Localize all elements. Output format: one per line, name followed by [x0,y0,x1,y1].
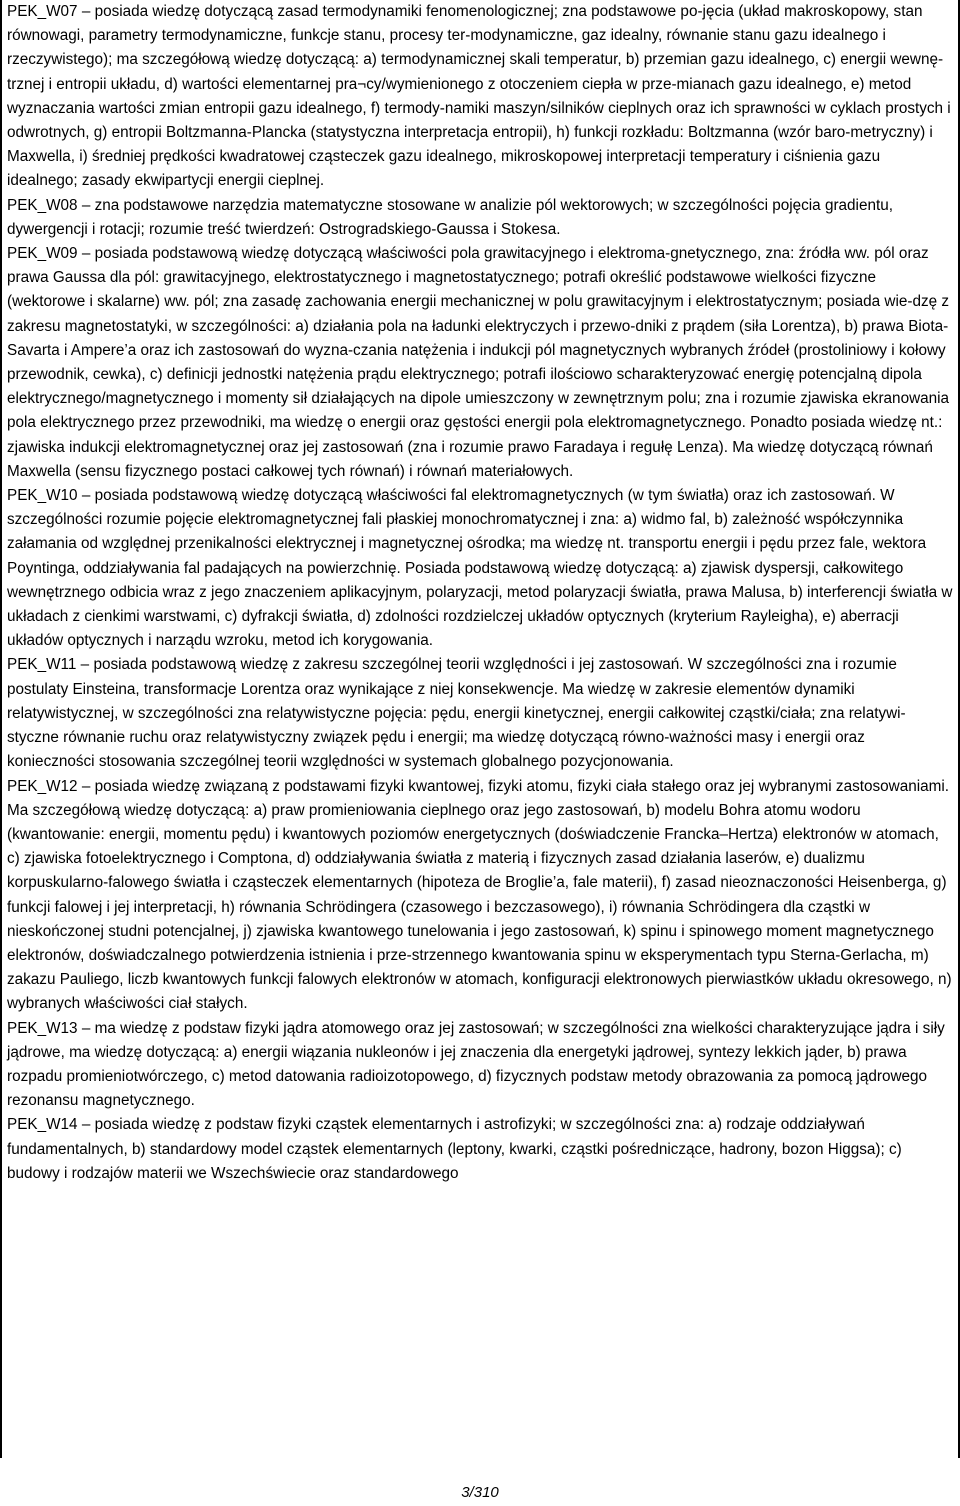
paragraph-pek-w14: PEK_W14 – posiada wiedzę z podstaw fizyki cząstek elementarnych i astrofizyki; w szczególności zna: a) rodzaje oddziaływań fundamentalnych, b) standardowy model cząstek elementarnych (leptony, kwarki, cząstki pośredniczące, hadrony, bozon Higgsa); c) budowy i rodzajów materii we Wszechświecie oraz standardowego [7,1116,902,1182]
paragraph-pek-w10: PEK_W10 – posiada podstawową wiedzę dotyczącą właściwości fal elektromagnetycznych (w tym światła) oraz ich zastosowań. W szczególności rozumie pojęcie elektromagnetycznej fali płaskiej monochromatycznej i zna: a) widmo fal, b) zależność współczynnika załamania od względnej przenikalności elektrycznej i magnetycznej ośrodka; ma wiedzę nt. transportu energii i pędu przez fale, wektora Poyntinga, oddziaływania fal padających na powierzchnię. Posiada podstawową wiedzę dotyczącą: a) zjawisk dyspersji, całkowitego wewnętrznego odbicia wraz z jego znaczeniem aplikacyjnym, polaryzacji, metod polaryzacji światła, prawa Malusa, b) interferencji światła w układach z cienkimi warstwami, c) dyfrakcji światła, d) zdolności rozdzielczej układów optycznych (kryterium Rayleigha), e) aberracji układów optycznych i narządu wzroku, metod ich korygowania. [7,487,953,650]
paragraph-pek-w07: PEK_W07 – posiada wiedzę dotyczącą zasad termodynamiki fenomenologicznej; zna podstawowe po-jęcia (układ makroskopowy, stan równowagi, parametry termodynamiczne, funkcje stanu, procesy ter-modynamiczne, gaz idealny, równanie stanu gazu idealnego i rzeczywistego); ma szczegółową wiedzę dotyczącą: a) termodynamicznej skali temperatur, b) przemian gazu idealnego, c) energii wewnę-trznej i entropii układu, d) wartości elementarnej pra¬cy/wymienionego z otoczeniem ciepła w prze-mianach gazu idealnego, e) metod wyznaczania wartości zmian entropii gazu idealnego, f) termody-namiki maszyn/silników cieplnych oraz ich sprawności w cyklach prostych i odwrotnych, g) entropii Boltzmanna-Plancka (statystyczna interpretacja entropii), h) funkcji rozkładu: Boltzmanna (wzór baro-metryczny) i Maxwella, i) średniej prędkości kwadratowej cząsteczek gazu idealnego, mikroskopowej interpretacji temperatury i ciśnienia gazu idealnego; zasady ekwipartycji energii cieplnej. [7,3,951,190]
table-left-border [0,0,2,1458]
paragraph-pek-w12: PEK_W12 – posiada wiedzę związaną z podstawami fizyki kwantowej, fizyki atomu, fizyki ciała stałego oraz jej wybranymi zastosowaniami. Ma szczegółową wiedzę dotyczącą: a) praw promieniowania cieplnego oraz jego zastosowań, b) modelu Bohra atomu wodoru (kwantowanie: energii, momentu pędu) i kwantowych poziomów energetycznych (doświadczenie Francka–Hertza) elektronów w atomach, c) zjawiska fotoelektrycznego i Comptona, d) oddziaływania światła z materią i fizycznych zasad działania laserów, e) dualizmu korpuskularno-falowego światła i cząsteczek elementarnych (hipoteza de Broglie’a, fale materii), f) zasad nieoznaczoności Heisenberga, g) funkcji falowej i jej interpretacji, h) równania Schrödingera (czasowego i bezczasowego), i) równania Schrödingera dla cząstki w nieskończonej studni potencjalnej, j) zjawiska kwantowego tunelowania i jego zastosowań, k) spinu i spinowego moment magnetycznego elektronów, doświadczalnego potwierdzenia istnienia i prze-strzennego kwantowania spinu w eksperymentach typu Sterna-Gerlacha, m) zakazu Pauliego, liczb kwantowych funkcji falowych elektronów w atomach, konfiguracji elektronowych pierwiastków układu okresowego, n) wybranych właściwości ciał stałych. [7,777,952,1013]
document-body [7,0,953,1186]
paragraph-pek-w09: PEK_W09 – posiada podstawową wiedzę dotyczącą właściwości pola grawitacyjnego i elektroma-gnetycznego, zna: źródła ww. pól oraz prawa Gaussa dla pól: grawitacyjnego, elektrostatycznego i magnetostatycznego; potrafi określić podstawowe wielkości fizyczne (wektorowe i skalarne) ww. pól; zna zasadę zachowania energii mechanicznej w polu grawitacyjnym i elektrostatycznym; posiada wie-dzę z zakresu magnetostatyki, w szczególności: a) działania pola na ładunki elektryczych i przewo-dniki z prądem (siła Lorentza), b) prawa Biota-Savarta i Ampere’a oraz ich zastosowań do wyzna-czania natężenia i indukcji pól magnetycznych wybranych źródeł (prostoliniowy i kołowy przewodnik, cewka), c) definicji jednostki natężenia prądu elektrycznego; potrafi ilościowo scharakteryzować energię potencjalną dipola elektrycznego/magnetycznego i momenty sił działających na dipole umieszczony w zewnętrznym polu; zna i rozumie zjawiska ekranowania pola elektrycznego przez przewodniki, ma wiedzę o energii oraz gęstości energii pola elektromagnetycznego. Ponadto posiada wiedzę nt.: zjawiska indukcji elektromagnetycznej oraz jej zastosowań (zna i rozumie prawo Faradaya i regułę Lenza). Ma wiedzę dotyczącą równań Maxwella (sensu fizycznego postaci całkowej tych równań) i równań materiałowych. [7,245,950,480]
paragraph-pek-w11: PEK_W11 – posiada podstawową wiedzę z zakresu szczególnej teorii względności i jej zastosowań. W szczególności zna i rozumie postulaty Einsteina, transformacje Lorentza oraz wynikające z niej konsekwencje. Ma wiedzę w zakresie elementów dynamiki relatywistycznej, w szczególności zna relatywistyczne pojęcia: pędu, energii kinetycznej, energii całkowitej cząstki/ciała; zna relatywi-styczne równanie ruchu oraz relatywistyczny związek pędu i energii; ma wiedzę dotyczącą równo-ważności masy i energii oraz konieczności stosowania szczególnej teorii względności w systemach globalnego pozycjonowania. [7,656,906,771]
paragraph-pek-w08: PEK_W08 – zna podstawowe narzędzia matematyczne stosowane w analizie pól wektorowych; w szczególności pojęcia gradientu, dywergencji i rotacji; rozumie treść twierdzeń: Ostrogradskiego-Gaussa i Stokesa. [7,196,893,238]
page-number: 3/310 [461,1484,499,1501]
paragraph-pek-w13: PEK_W13 – ma wiedzę z podstaw fizyki jądra atomowego oraz jej zastosowań; w szczególności zna wielkości charakteryzujące jądra i siły jądrowe, ma wiedzę dotyczącą: a) energii wiązania nukleonów i jej znaczenia dla energetyki jądrowej, syntezy lekkich jąder, b) prawa rozpadu promieniotwórczego, c) metod datowania radioizotopowego, d) fizycznych podstaw metody obrazowania za pomocą jądrowego rezonansu magnetycznego. [7,1019,945,1110]
